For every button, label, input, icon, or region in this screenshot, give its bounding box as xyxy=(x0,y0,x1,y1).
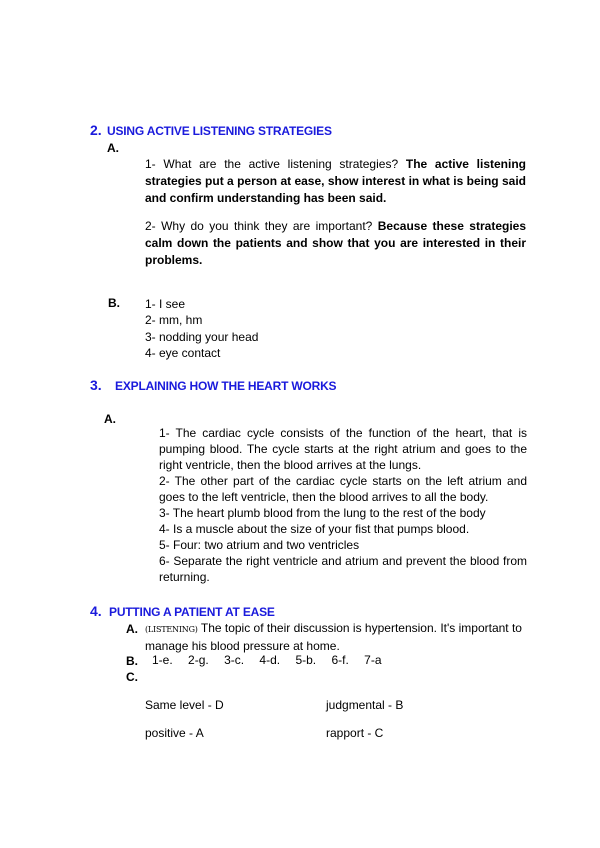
list-item: 4- eye contact xyxy=(145,345,221,360)
answer-2-text: Because these strategies calm down the patients and show that you are interested in their problems. xyxy=(145,219,527,267)
section-2-title: USING ACTIVE LISTENING STRATEGIES xyxy=(107,124,332,138)
section-3-a-label: A. xyxy=(104,412,116,426)
section-3-items xyxy=(159,425,527,585)
section-4-title: PUTTING A PATIENT AT EASE xyxy=(109,605,275,619)
answer-item: 4-d. xyxy=(259,653,281,667)
question-2-text: 2- Why do you think they are important? xyxy=(145,219,373,233)
question-1-text: 1- What are the active listening strategies? xyxy=(145,157,399,171)
match-right-2: rapport - C xyxy=(326,726,384,740)
section-2-b-list xyxy=(145,296,258,361)
listening-tag: (LISTENING) xyxy=(145,625,198,634)
list-item: 3- nodding your head xyxy=(145,329,259,344)
answer-item: 7-a xyxy=(364,653,382,667)
section-3-number: 3. xyxy=(90,377,102,393)
section-4-b-label: B. xyxy=(126,654,138,668)
answer-item: 5-b. xyxy=(295,653,317,667)
section-4-number: 4. xyxy=(90,603,102,619)
section-4-b-answers xyxy=(152,653,382,667)
section-4-a-label: A. xyxy=(126,622,138,636)
section-2-a-label: A. xyxy=(107,141,119,155)
section-2-heading xyxy=(90,122,332,138)
section-2-question-1 xyxy=(145,156,526,207)
section-4-heading xyxy=(90,603,275,619)
section-4-a-text: The topic of their discussion is hypertension. It's important to manage his blood pressure at home. xyxy=(145,621,522,653)
section-3-item-4: 4- Is a muscle about the size of your fist that pumps blood. xyxy=(159,522,470,536)
section-3-item-1: 1- The cardiac cycle consists of the function of the heart, that is pumping blood. The cycle starts at the right atrium and goes to the right ventricle, then the blood arrives at the lungs. xyxy=(159,426,527,472)
match-right-1: judgmental - B xyxy=(326,698,404,712)
section-3-item-3: 3- The heart plumb blood from the lung to the rest of the body xyxy=(159,506,486,520)
section-4-a-content xyxy=(145,620,528,654)
answer-1-text: The active listening strategies put a person at ease, show interest in what is being said and confirm understanding has been said. xyxy=(145,157,527,205)
answer-item: 2-g. xyxy=(188,653,209,667)
section-4-c-label: C. xyxy=(126,670,138,684)
section-3-item-6: 6- Separate the right ventricle and atrium and prevent the blood from returning. xyxy=(159,554,527,584)
answer-item: 3-c. xyxy=(224,653,245,667)
list-item: 2- mm, hm xyxy=(145,313,203,328)
section-3-item-2: 2- The other part of the cardiac cycle starts on the left atrium and goes to the left ventricle, then the blood arrives to all the body. xyxy=(159,474,527,504)
answer-item: 6-f. xyxy=(331,653,349,667)
answer-item: 1-e. xyxy=(152,653,173,667)
section-3-title: EXPLAINING HOW THE HEART WORKS xyxy=(115,379,337,393)
section-2-number: 2. xyxy=(90,122,102,138)
list-item: 1- I see xyxy=(145,297,186,311)
section-2-b-label: B. xyxy=(108,296,120,310)
section-2-question-2 xyxy=(145,218,526,269)
section-3-item-5: 5- Four: two atrium and two ventricles xyxy=(159,538,360,552)
section-3-heading xyxy=(90,377,336,393)
match-left-2: positive - A xyxy=(145,726,204,740)
match-left-1: Same level - D xyxy=(145,698,224,712)
